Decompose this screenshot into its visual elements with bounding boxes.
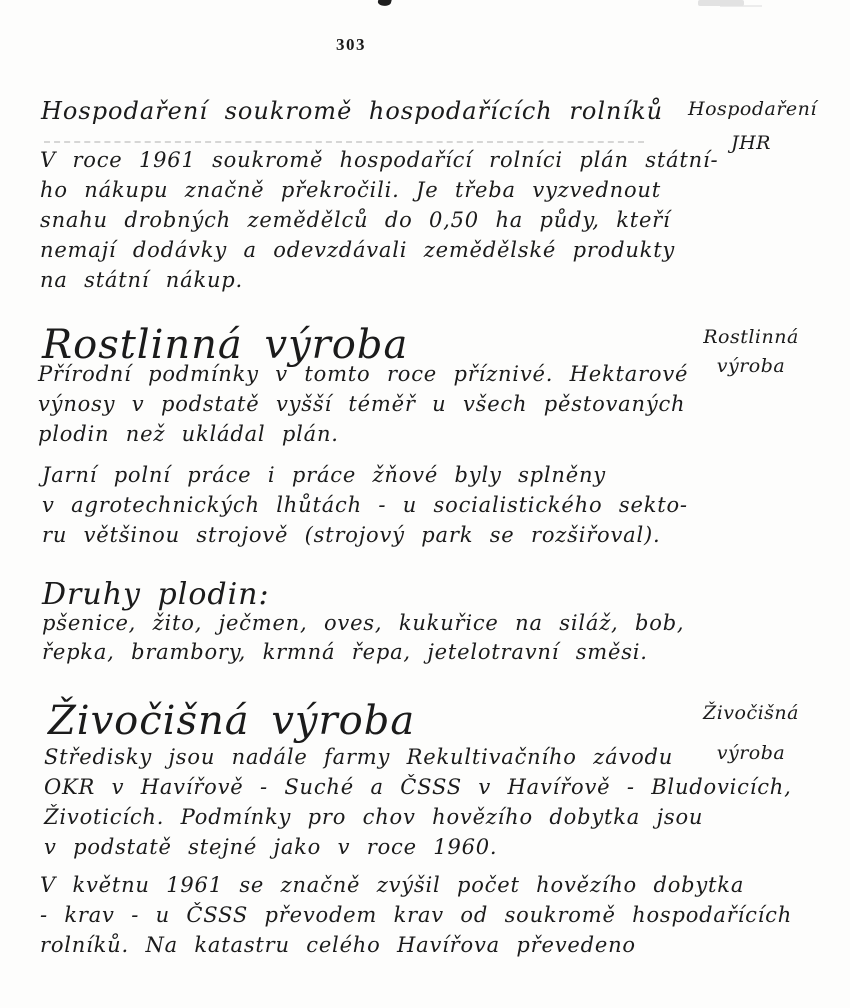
margin-note-rostlinna [688,326,814,384]
margin-note-line: JHR [731,132,771,154]
margin-note-line: Živočišná [703,702,799,724]
zivocisna-paragraph-1 [44,745,792,865]
paragraph-line: V květnu 1961 se značně zvýšil počet hovězího dobytka [40,873,745,897]
paragraph-line: plodin než ukládal plán. [38,422,339,446]
paragraph-line: Životicích. Podmínky pro chov hovězího dobytka jsou [44,805,704,829]
rostlinna-paragraph-1 [38,362,688,452]
paragraph-line: výnosy v podstatě vyšší téměř u všech pěstovaných [38,392,686,416]
rostlinna-heading: Rostlinná výroba [42,322,409,368]
margin-note-line: výroba [716,355,786,377]
paragraph-line: pšenice, žito, ječmen, oves, kukuřice na siláž, bob, [42,611,685,635]
paragraph-line: Přírodní podmínky v tomto roce příznivé. Hektarové [38,362,689,386]
paragraph-line: v agrotechnických lhůtách - u socialistického sekto- [42,493,688,517]
paragraph-line: nemají dodávky a odevzdávali zemědělské produkty [40,238,676,262]
paragraph-line: v podstatě stejné jako v roce 1960. [44,835,498,859]
paragraph-line: rolníků. Na katastru celého Havířova převedeno [40,933,636,957]
paragraph-line: OKR v Havířově - Suché a ČSSS v Havířově - Bludovicích, [44,775,792,799]
paragraph-line: ho nákupu značně překročili. Je třeba vyzvednout [40,178,661,202]
druhy-plodin-paragraph [42,611,684,669]
paragraph-line: snahu drobných zemědělců do 0,50 ha půdy, kteří [40,208,671,232]
paragraph-line: na státní nákup. [40,268,244,292]
hospodareni-heading: Hospodaření soukromě hospodařících rolníků [41,97,664,125]
paragraph-line: - krav - u ČSSS převodem krav od soukromě hospodařících [40,903,793,927]
scan-artifact-top-right [698,0,744,6]
paragraph-line: ru většinou strojově (strojový park se rozšiřoval). [42,523,661,547]
margin-note-line: Rostlinná [703,326,799,348]
paragraph-line: řepka, brambory, krmná řepa, jetelotravní směsi. [42,640,648,664]
paragraph-line: Jarní polní práce i práce žňové byly splněny [42,463,606,487]
bleed-through-underline [44,141,644,143]
zivocisna-paragraph-2 [40,873,792,963]
margin-note-line: výroba [716,742,786,764]
scan-artifact-top-center [377,0,392,7]
druhy-plodin-heading: Druhy plodin: [42,577,270,612]
margin-note-line: Hospodaření [688,98,817,120]
zivocisna-heading: Živočišná výroba [48,698,416,744]
rostlinna-paragraph-2 [42,463,688,553]
paragraph-line: Středisky jsou nadále farmy Rekultivačního závodu [44,745,674,769]
page-number: 303 [336,35,366,54]
hospodareni-paragraph [40,148,718,298]
paragraph-line: V roce 1961 soukromě hospodařící rolníci plán státní- [40,148,719,172]
